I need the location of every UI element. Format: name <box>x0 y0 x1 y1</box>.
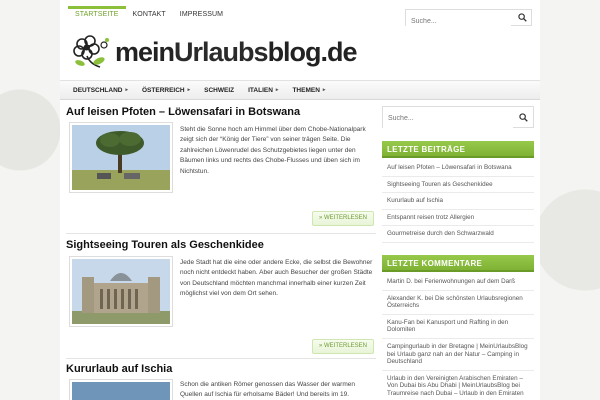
dropdown-arrow-icon: ▸ <box>125 87 128 93</box>
post-thumbnail[interactable] <box>69 122 173 193</box>
post-thumbnail[interactable] <box>69 379 173 400</box>
recent-comment-link[interactable]: Campingurlaub in der Bretagne | MeinUrlaubsBlog bei Urlaub ganz nah an der Natur – Camping in Deutschland <box>382 339 534 371</box>
thumbnail-reichstag-image <box>72 259 170 324</box>
page-wrapper <box>60 0 540 400</box>
nav-label: SCHWEIZ <box>204 86 235 94</box>
recent-comment-link[interactable]: Urlaub in den Vereinigten Arabischen Emiraten – Von Dubai bis Abu Dhabi | MeinUrlaubsBlog bei Traumreise nach Dubai – Urlaub in den Emiraten <box>382 371 534 400</box>
post <box>66 363 376 399</box>
recent-comments-list <box>382 274 534 400</box>
post-title[interactable]: Kururlaub auf Ischia <box>66 363 173 375</box>
post-separator <box>66 358 376 359</box>
dropdown-arrow-icon: ▸ <box>275 87 279 93</box>
site-logo-text[interactable] <box>115 37 357 68</box>
post-excerpt: Jede Stadt hat die eine oder andere Ecke, die selbst die Bewohner noch nicht entdeckt haben. Aber auch Besucher der großen Städte von Deutschland möchten manchmal innerhalb einer kurzen Zeit möglichst viel von dem Ort sehen. <box>180 259 373 298</box>
post <box>66 239 376 349</box>
recent-post-link[interactable]: Sightseeing Touren als Geschenkidee <box>382 177 534 194</box>
main-nav <box>60 80 540 100</box>
post-excerpt: Steht die Sonne hoch am Himmel über dem Chobe-Nationalpark zeigt sich der “König der Tiere” von seiner trägen Seite. Die zahlreichen Löwenrudel des Schutzgebietes liegen unter den Bäumen links und rechts des Chobe-Flusses und üben sich im Nichtstun. <box>180 126 366 175</box>
topnav-kontakt[interactable]: KONTAKT <box>132 11 166 18</box>
search-icon[interactable] <box>518 13 527 22</box>
recent-post-link[interactable]: Entspannt reisen trotz Allergien <box>382 210 534 227</box>
nav-label: THEMEN <box>292 86 320 94</box>
logo-part-mein: mein <box>115 37 175 67</box>
nav-label: DEUTSCHLAND <box>73 86 123 94</box>
logo-part-blog: blog.de <box>267 37 357 67</box>
sidebar-search-input[interactable] <box>383 109 513 129</box>
sidebar-search-box <box>382 106 534 128</box>
top-search-box <box>405 9 532 26</box>
nav-italien[interactable] <box>241 81 285 99</box>
recent-comments-title: LETZTE KOMMENTARE <box>382 255 534 272</box>
nav-schweiz[interactable] <box>197 81 241 99</box>
recent-comment-link[interactable]: Kanu-Fan bei Kanusport und Rafting in den Dolomiten <box>382 315 534 339</box>
flower-logo-icon[interactable] <box>70 34 112 70</box>
nav-label: ÖSTERREICH <box>142 86 185 94</box>
post-excerpt: Schon die antiken Römer genossen das Wasser der warmen Quellen auf Ischia für erholsame Bäder! Und bereits im 19. <box>180 381 355 399</box>
nav-label: ITALIEN <box>248 86 273 94</box>
recent-comment-link[interactable]: Alexander K. bei Die schönsten Urlaubsregionen Österreichs <box>382 291 534 315</box>
search-icon[interactable] <box>519 113 528 122</box>
recent-post-link[interactable]: Gourmetreise durch den Schwarzwald <box>382 226 534 243</box>
post-title[interactable]: Sightseeing Touren als Geschenkidee <box>66 239 264 251</box>
thumbnail-safari-image <box>72 125 170 190</box>
nav-deutschland[interactable] <box>66 81 135 99</box>
dropdown-arrow-icon: ▸ <box>322 87 326 93</box>
post <box>66 106 376 221</box>
recent-post-link[interactable]: Auf leisen Pfoten – Löwensafari in Botswana <box>382 160 534 177</box>
nav-oesterreich[interactable] <box>135 81 197 99</box>
recent-posts-title: LETZTE BEITRÄGE <box>382 141 534 158</box>
recent-comment-link[interactable]: Martin D. bei Ferienwohnungen auf dem Darß <box>382 274 534 291</box>
post-separator <box>66 233 376 234</box>
recent-posts-list <box>382 160 534 243</box>
top-nav <box>68 6 230 24</box>
topnav-impressum[interactable]: IMPRESSUM <box>179 11 224 18</box>
recent-post-link[interactable]: Kururlaub auf Ischia <box>382 193 534 210</box>
post-thumbnail[interactable] <box>69 256 173 327</box>
top-bar <box>60 0 540 30</box>
top-search-input[interactable] <box>406 14 511 29</box>
read-more-button[interactable]: » WEITERLESEN <box>312 339 374 354</box>
post-title[interactable]: Auf leisen Pfoten – Löwensafari in Botswana <box>66 106 301 118</box>
nav-themen[interactable] <box>285 81 332 99</box>
site-header <box>60 30 540 78</box>
thumbnail-ischia-image <box>72 382 170 400</box>
read-more-button[interactable]: » WEITERLESEN <box>312 211 374 226</box>
topnav-startseite[interactable]: STARTSEITE <box>68 6 126 24</box>
logo-part-urlaubs: Urlaubs <box>174 37 268 67</box>
dropdown-arrow-icon: ▸ <box>187 87 191 93</box>
